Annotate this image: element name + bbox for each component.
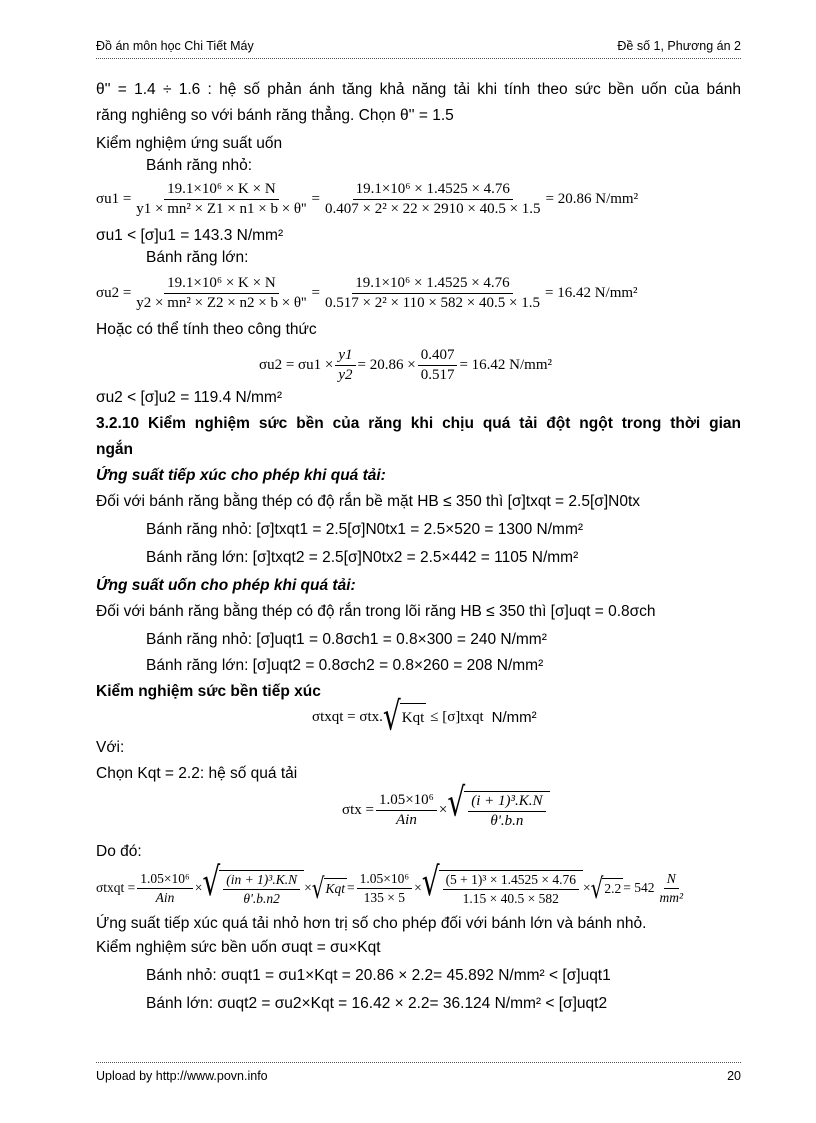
times-sign: × [438,801,448,818]
fraction [376,792,437,829]
fraction [357,871,412,906]
numerator: N [664,871,679,889]
denominator: mm² [659,889,683,905]
denominator: y2 × mn² × Z2 × n2 × b × θ'' [136,294,307,311]
text-line: Kiểm nghiệm sức bền uốn σuqt = σu×Kqt [96,939,381,956]
text-line: Với: [96,739,125,756]
numerator: (in + 1)³.K.N [223,872,300,890]
fraction [468,793,545,830]
equation-sigma-u2 [96,270,638,316]
radical-sign: √ [421,857,440,905]
eq-lhs: σu2 = [96,284,132,301]
eq-lhs: σu2 = σu1 × [259,356,334,373]
text-line: Bánh răng nhỏ: [146,157,253,174]
denominator: y1 × mn² × Z1 × n1 × b × θ'' [136,200,307,217]
denominator: y2 [338,366,353,383]
denominator: Ain [155,889,175,905]
text-line: Bánh răng lớn: [146,249,249,266]
text-line: Hoặc có thể tính theo công thức [96,321,317,338]
header-right: Đề số 1, Phương án 2 [617,39,741,53]
result: = 542 [623,880,655,895]
page-footer [96,1062,741,1085]
radical-sign: √ [382,693,401,740]
fraction [133,275,309,312]
equals-sign: = [311,190,320,207]
fraction [223,872,300,907]
fraction [335,347,355,384]
text-line: σu1 < [σ]u1 = 143.3 N/mm² [96,227,284,244]
text-line: Kiểm nghiệm ứng suất uốn [96,135,283,152]
sqrt [590,871,624,905]
text-line: Đối với bánh răng bằng thép có độ rắn trong lõi răng HB ≤ 350 thì [σ]uqt = 0.8σch [96,603,656,620]
radicand: 2.2 [602,878,623,898]
denominator: θ'.b.n2 [243,890,280,906]
text-line: Do đó: [96,843,142,860]
numerator: 1.05×10⁶ [357,871,412,889]
denominator: Ain [396,811,417,828]
equals-sign: = [347,880,355,895]
equation-sigma-txqt [96,857,688,914]
fraction [137,871,192,906]
text-line: Bánh lớn: σuqt2 = σu2×Kqt = 16.42 × 2.2= 36.124 N/mm² < [σ]uqt2 [146,995,608,1012]
eq-lhs: σtxqt = [96,880,136,895]
denominator: θ'.b.n [490,812,524,829]
times-sign: × [194,880,203,895]
result: = 20.86 N/mm² [545,190,639,207]
fraction [322,275,543,312]
sqrt [382,693,426,740]
section-heading: 3.2.10 Kiểm nghiệm sức bền của răng khi chịu quá tải đột ngột trong thời gian [96,415,741,432]
result: = 16.42 N/mm² [544,284,638,301]
fraction [133,181,309,218]
header-left: Đồ án môn học Chi Tiết Máy [96,39,254,53]
subheading: Ứng suất tiếp xúc cho phép khi quá tải: [96,467,386,484]
denominator: 1.15 × 40.5 × 582 [462,890,559,906]
fraction [418,347,458,384]
fraction [443,872,579,907]
sqrt [421,857,583,907]
numerator: (5 + 1)³ × 1.4525 × 4.76 [443,872,579,890]
radicand: Kqt [324,878,348,898]
numerator: 19.1×10⁶ × K × N [164,181,279,200]
denominator: 0.517 × 2² × 110 × 582 × 40.5 × 1.5 [324,294,540,311]
unit-fraction [656,871,686,906]
equation-sigma-tx [342,778,550,836]
eq-mid: = 20.86 × [357,356,416,373]
page-number: 20 [727,1069,741,1083]
fraction [322,181,544,218]
text-line: Bánh nhỏ: σuqt1 = σu1×Kqt = 20.86 × 2.2= 45.892 N/mm² < [σ]uqt1 [146,967,611,984]
relation: ≤ [σ]txqt [430,708,484,725]
numerator: 0.407 [418,347,458,366]
numerator: y1 [335,347,355,366]
text-line: θ'' = 1.4 ÷ 1.6 : hệ số phản ánh tăng khả năng tải khi tính theo sức bền uốn của bánh [96,81,741,98]
numerator: 19.1×10⁶ × K × N [164,275,279,294]
times-sign: × [582,880,591,895]
sqrt [447,778,549,830]
numerator: 19.1×10⁶ × 1.4525 × 4.76 [353,181,513,200]
numerator: 19.1×10⁶ × 1.4525 × 4.76 [352,275,512,294]
equals-sign: = [311,284,320,301]
text-line: Ứng suất tiếp xúc quá tải nhỏ hơn trị số cho phép đối với bánh lớn và bánh nhỏ. [96,915,647,932]
text-line: Bánh răng nhỏ: [σ]txqt1 = 2.5[σ]N0tx1 = 2.5×520 = 1300 N/mm² [146,521,584,538]
subheading: Ứng suất uốn cho phép khi quá tải: [96,577,356,594]
text-line: Bánh răng lớn: [σ]uqt2 = 0.8σch2 = 0.8×260 = 208 N/mm² [146,657,544,674]
radical-sign: √ [447,778,466,825]
radicand: Kqt [400,703,427,731]
sqrt [202,857,304,907]
footer-left: Upload by http://www.povn.info [96,1069,268,1083]
unit: N/mm² [491,708,537,726]
times-sign: × [414,880,422,895]
section-heading-cont: ngắn [96,441,134,458]
text-line: Bánh răng lớn: [σ]txqt2 = 2.5[σ]N0tx2 = 2.5×442 = 1105 N/mm² [146,549,579,566]
text-line: σu2 < [σ]u2 = 119.4 N/mm² [96,389,282,406]
denominator: 0.407 × 2² × 22 × 2910 × 40.5 × 1.5 [324,200,541,217]
eq-lhs: σu1 = [96,190,132,207]
eq-lhs: σtxqt = σtx. [312,708,383,725]
equation-sigma-u1 [96,176,638,222]
text-line: răng nghiêng so với bánh răng thẳng. Chọn θ'' = 1.5 [96,107,454,124]
numerator: (i + 1)³.K.N [468,793,545,812]
denominator: 0.517 [420,366,455,383]
result: = 16.42 N/mm² [459,356,552,373]
times-sign: × [304,880,312,895]
page-header [96,36,741,59]
radical-sign: √ [590,871,604,905]
eq-lhs: σtx = [342,801,374,818]
numerator: 1.05×10⁶ [376,792,437,811]
numerator: 1.05×10⁶ [137,871,192,889]
subheading: Kiểm nghiệm sức bền tiếp xúc [96,683,321,700]
radical-sign: √ [202,857,221,905]
text-line: Bánh răng nhỏ: [σ]uqt1 = 0.8σch1 = 0.8×300 = 240 N/mm² [146,631,547,648]
text-line: Đối với bánh răng bằng thép có độ rắn bề mặt HB ≤ 350 thì [σ]txqt = 2.5[σ]N0tx [96,493,641,510]
equation-sigma-u2-alt [259,342,552,388]
denominator: 135 × 5 [363,889,406,905]
equation-contact-check [312,693,537,740]
text-line: Chọn Kqt = 2.2: hệ số quá tải [96,765,298,782]
radical-sign: √ [311,871,325,905]
sqrt [311,871,347,905]
